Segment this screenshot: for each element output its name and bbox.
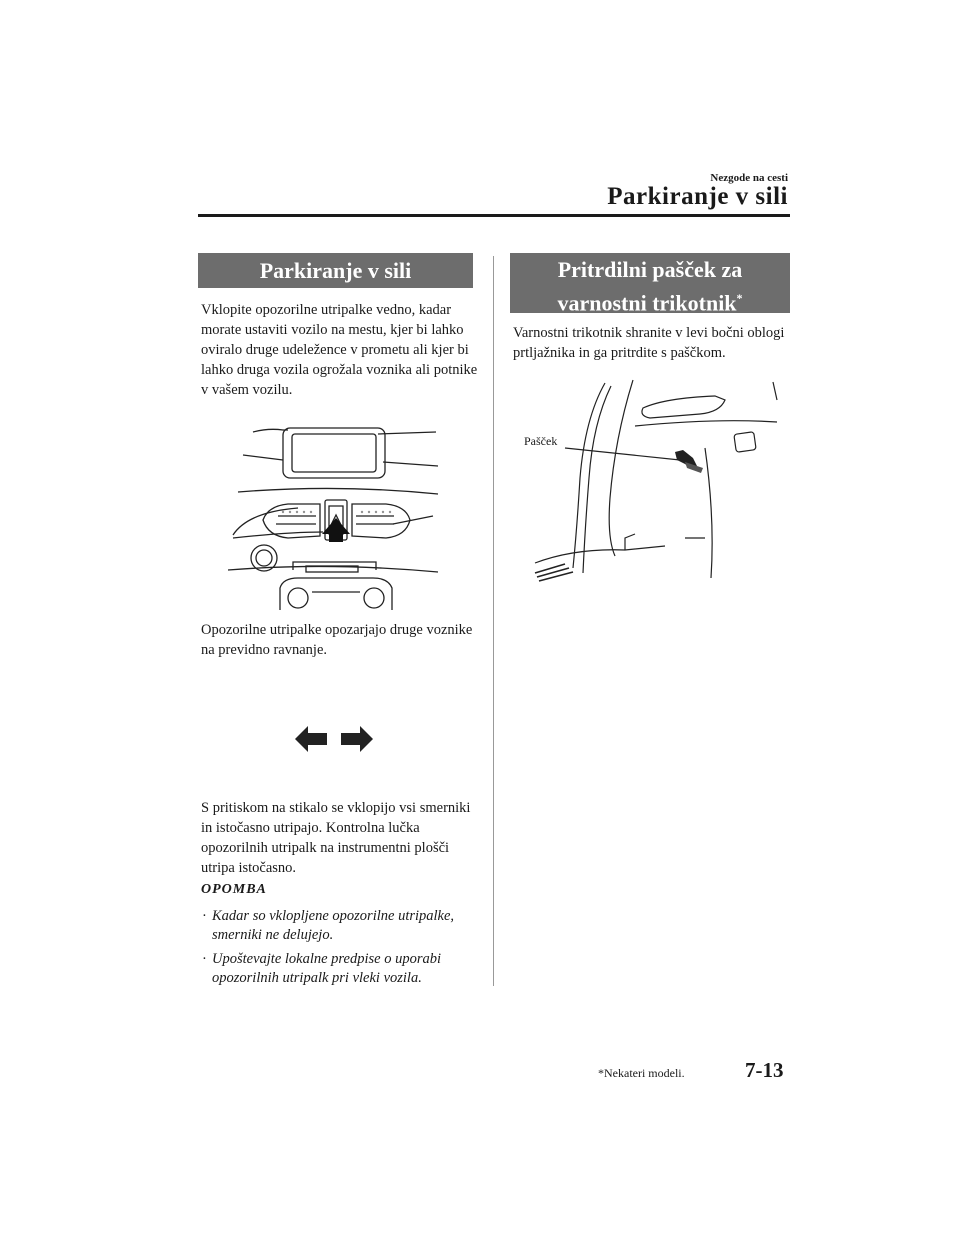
page-title: Parkiranje v sili (607, 183, 788, 210)
section-heading-emergency-parking: Parkiranje v sili (198, 253, 473, 288)
section-heading-triangle-strap (510, 253, 790, 316)
note-text: Kadar so vklopljene opozorilne utripalke, smerniki ne delujejo. (212, 908, 455, 943)
section-heading-line2: varnostni trikotnik (557, 290, 737, 316)
list-item (201, 907, 481, 945)
footnote-asterisk: * (736, 291, 743, 305)
note-text: Upoštevajte lokalne predpise o uporabi opozorilnih utripalk pri vleki vozila. (212, 951, 442, 986)
paragraph-hazard-operation: S pritiskom na stikalo se vklopijo vsi smerniki in istočasno utripajo. Kontrolna lučka opozorilnih utripalk na instrumentni plošči utripa istočasno. (201, 800, 471, 876)
bullet-glyph: · (202, 908, 207, 924)
paragraph-hazard-purpose: Opozorilne utripalke opozarjajo druge voznike na previdno ravnanje. (201, 622, 473, 658)
section-heading-line1: Pritrdilni pašček za (557, 257, 743, 282)
paragraph-hazard-intro: Vklopite opozorilne utripalke vedno, kadar morate ustaviti vozilo na mestu, kjer bi lahko oviralo druge udeležence v prometu ali kjer bi lahko druga vozila ogrožala voznika ali potnike v vašem vozilu. (201, 302, 478, 398)
strap-callout-label: Pašček (524, 434, 558, 448)
column-divider (493, 256, 494, 986)
chapter-title: Nezgode na cesti (710, 172, 788, 184)
footnote-some-models: *Nekateri modeli. (598, 1066, 685, 1080)
hazard-switch-illustration (228, 420, 443, 615)
strap-location-illustration (515, 378, 790, 583)
paragraph-strap-instructions: Varnostni trikotnik shranite v levi bočni oblogi prtljažnika in ga pritrdite s paščkom. (513, 325, 785, 361)
list-item (201, 950, 481, 988)
header-rule (198, 214, 790, 217)
page-number: 7-13 (745, 1058, 784, 1082)
bullet-glyph: · (202, 951, 207, 967)
note-heading: OPOMBA (201, 882, 267, 897)
note-list (201, 907, 481, 993)
turn-signal-arrows-icon (295, 726, 373, 752)
